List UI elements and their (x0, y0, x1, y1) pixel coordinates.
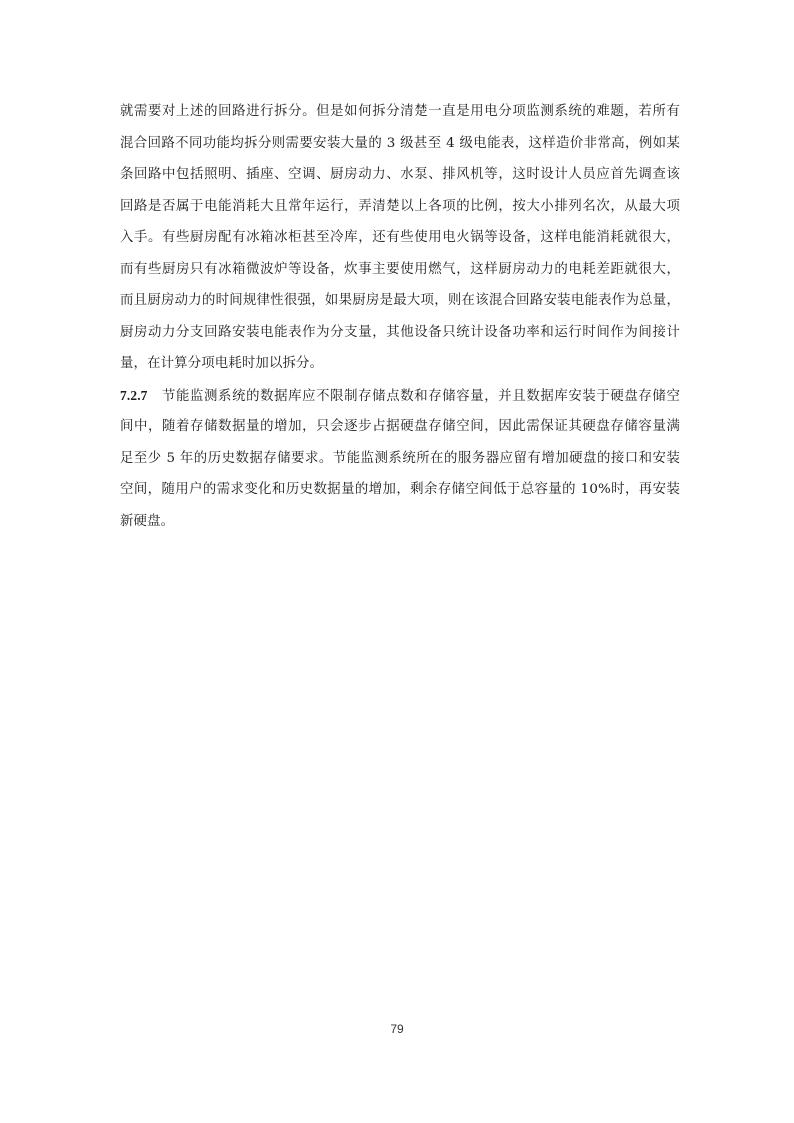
text-line: 新硬盘。 (120, 513, 175, 529)
text-line: 而有些厨房只有冰箱微波炉等设备，炊事主要使用燃气，这样厨房动力的电耗差距就很大， (120, 261, 680, 277)
section-7-2-7 (120, 380, 680, 538)
text-line: 厨房动力分支回路安装电能表作为分支量，其他设备只统计设备功率和运行时间作为间接计 (120, 324, 680, 340)
section-first-line (120, 380, 680, 412)
paragraph-continuation (120, 96, 680, 380)
page-number: 79 (390, 1022, 404, 1036)
text-line: 入手。有些厨房配有冰箱冰柜甚至冷库，还有些使用电火锅等设备，这样电能消耗就很大， (120, 230, 680, 245)
text-line: 足至少 5 年的历史数据存储要求。节能监测系统所在的服务器应留有增加硬盘的接口和安装 (120, 450, 680, 466)
text-line: 回路是否属于电能消耗大且常年运行，弄清楚以上各项的比例，按大小排列名次，从最大项 (120, 198, 680, 214)
body-text (120, 96, 680, 537)
text-line: 混合回路不同功能均拆分则需要安装大量的 3 级甚至 4 级电能表，这样造价非常高，例如某 (120, 135, 680, 151)
text-line: 条回路中包括照明、插座、空调、厨房动力、水泵、排风机等，这时设计人员应首先调查该 (120, 167, 680, 182)
text-line: 空间，随用户的需求变化和历史数据量的增加，剩余存储空间低于总容量的 10%时，再安装 (120, 482, 680, 497)
text-line: 量，在计算分项电耗时加以拆分。 (120, 356, 324, 371)
section-first-line-text: 节能监测系统的数据库应不限制存储点数和存储容量，并且数据库安装于硬盘存储空 (161, 388, 680, 404)
section-number: 7.2.7 (120, 387, 148, 403)
text-line: 而且厨房动力的时间规律性很强，如果厨房是最大项，则在该混合回路安装电能表作为总量， (120, 293, 680, 308)
text-line: 就需要对上述的回路进行拆分。但是如何拆分清楚一直是用电分项监测系统的难题，若所有 (120, 104, 680, 119)
text-line: 间中，随着存储数据量的增加，只会逐步占据硬盘存储空间，因此需保证其硬盘存储容量满 (120, 419, 680, 434)
